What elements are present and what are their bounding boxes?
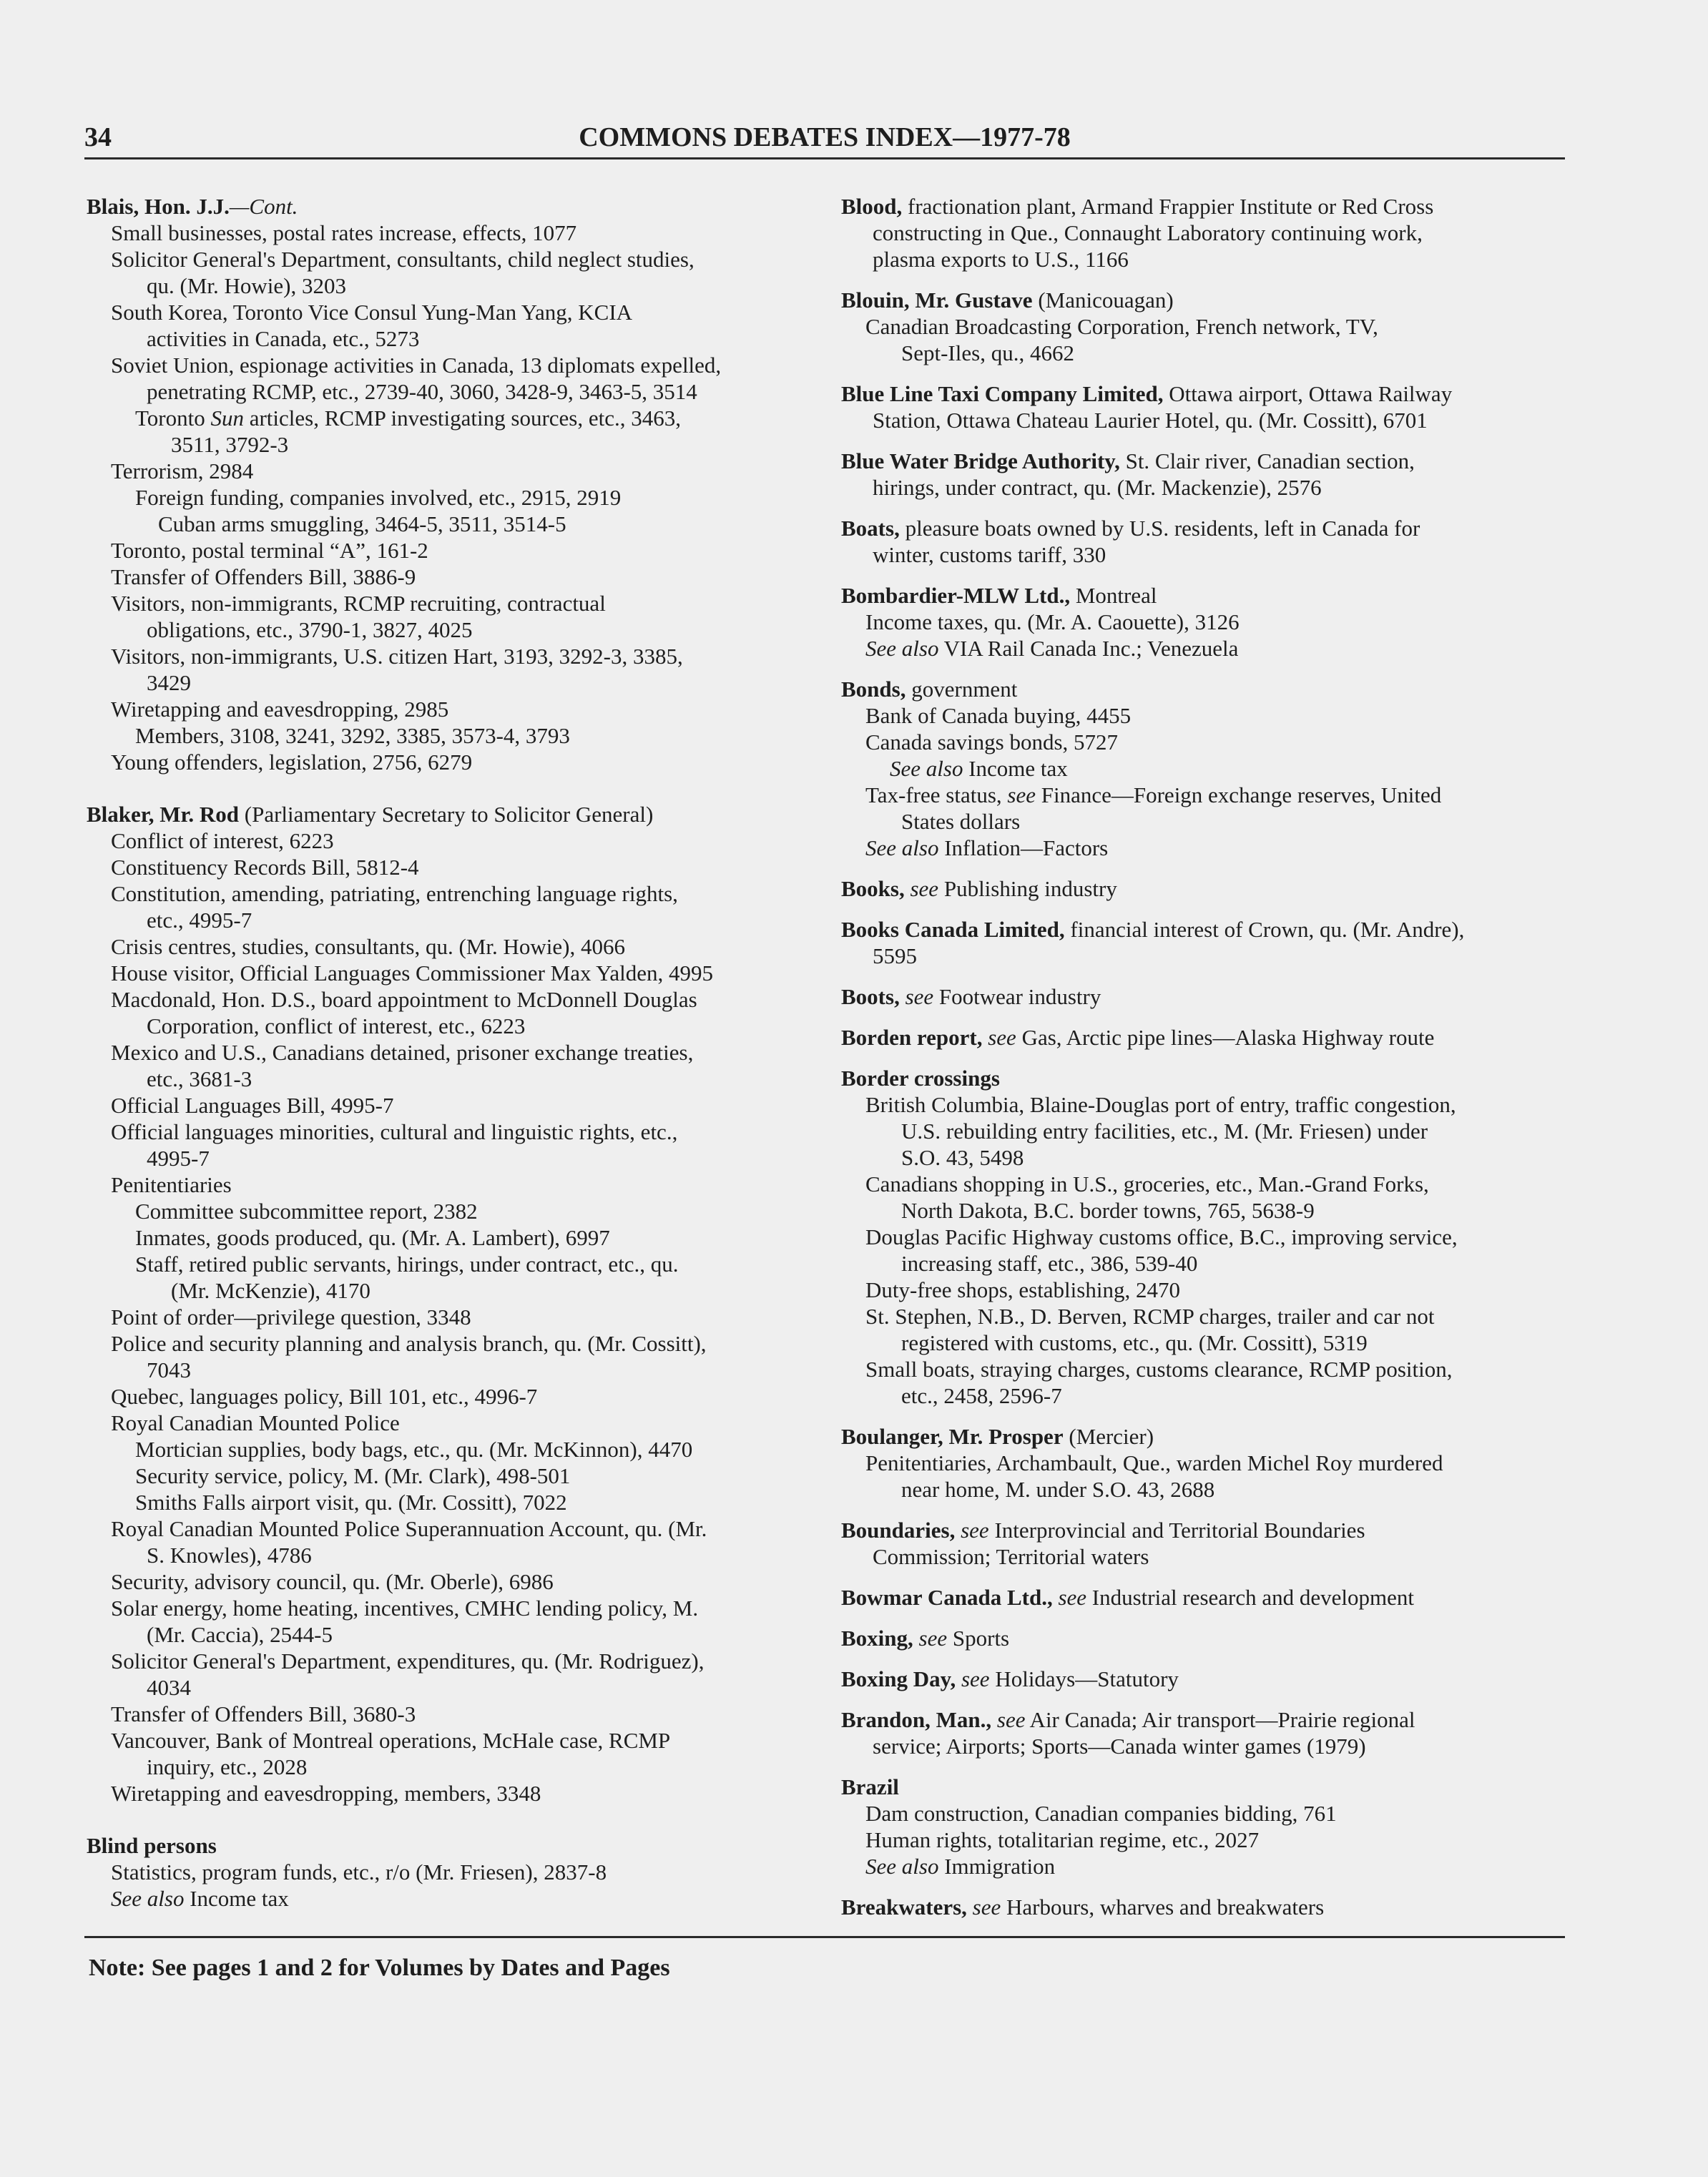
entry-heading: Blouin, Mr. Gustave <box>841 288 1033 313</box>
subsubsubentry: Cuban arms smuggling, 3464-5, 3511, 3514-5 <box>158 511 566 536</box>
subentry: Penitentiaries, Archambault, Que., warden Michel Roy murdered <box>865 1450 1443 1475</box>
entry-heading: Borden report, <box>841 1025 983 1050</box>
subentry: Official Languages Bill, 4995-7 <box>111 1093 394 1118</box>
subentry: Point of order—privilege question, 3348 <box>111 1304 471 1330</box>
subentry: Solar energy, home heating, incentives, CMHC lending policy, M. <box>111 1596 699 1621</box>
subentry-continuation: Corporation, conflict of interest, etc., 6223 <box>147 1013 526 1038</box>
subentry: Human rights, totalitarian regime, etc., 2027 <box>865 1827 1260 1852</box>
subentry: South Korea, Toronto Vice Consul Yung-Man Yang, KCIA <box>111 300 633 325</box>
subentry: Constituency Records Bill, 5812-4 <box>111 855 419 880</box>
subsubentry: Foreign funding, companies involved, etc., 2915, 2919 <box>135 485 622 510</box>
subentry-continuation: penetrating RCMP, etc., 2739-40, 3060, 3428-9, 3463-5, 3514 <box>147 379 697 404</box>
index-entry-breakwaters: Breakwaters, see Harbours, wharves and breakwaters <box>841 1895 1325 1920</box>
subentry-continuation: 3429 <box>147 670 191 695</box>
subentry: Conflict of interest, 6223 <box>111 828 334 853</box>
subentry-continuation: near home, M. under S.O. 43, 2688 <box>901 1477 1215 1502</box>
subentry-continuation: (Mr. Caccia), 2544-5 <box>147 1622 333 1647</box>
subsubentry: Inmates, goods produced, qu. (Mr. A. Lambert), 6997 <box>135 1225 610 1250</box>
entry-continuation: Commission; Territorial waters <box>873 1544 1149 1569</box>
subsubentry: Mortician supplies, body bags, etc., qu. (Mr. McKinnon), 4470 <box>135 1437 693 1462</box>
subentry-continuation: etc., 4995-7 <box>147 908 252 933</box>
subentry-continuation: 3511, 3792-3 <box>171 432 289 457</box>
entry-heading: Brazil <box>841 1774 899 1799</box>
subentry-continuation: Sept-Iles, qu., 4662 <box>901 340 1074 365</box>
index-entry-boats: Boats, pleasure boats owned by U.S. residents, left in Canada for winter, customs tariff, 330 <box>841 515 1571 568</box>
subentry-continuation: 4995-7 <box>147 1146 210 1171</box>
subentry: Mexico and U.S., Canadians detained, prisoner exchange treaties, <box>111 1040 694 1065</box>
subentry-continuation: States dollars <box>901 809 1021 834</box>
subentry: Income taxes, qu. (Mr. A. Caouette), 3126 <box>865 609 1240 634</box>
entry-continuation: constructing in Que., Connaught Laboratory continuing work, <box>873 220 1423 245</box>
index-entry-books: Books, see Publishing industry <box>841 876 1117 901</box>
page-number: 34 <box>84 122 112 152</box>
subentry: Crisis centres, studies, consultants, qu. (Mr. Howie), 4066 <box>111 934 625 959</box>
entry-heading: Blood, <box>841 194 903 219</box>
entry-continuation: winter, customs tariff, 330 <box>873 542 1106 567</box>
subentry: Solicitor General's Department, expenditures, qu. (Mr. Rodriguez), <box>111 1648 705 1674</box>
index-entry-blood: Blood, fractionation plant, Armand Frappier Institute or Red Cross constructing in Que., Connaught Laboratory continuing work, plasma exports to U.S., 1166 <box>841 193 1571 272</box>
footnote: Note: See pages 1 and 2 for Volumes by Dates and Pages <box>89 1955 670 1981</box>
subentry: Security, advisory council, qu. (Mr. Oberle), 6986 <box>111 1569 554 1594</box>
entry-continuation: plasma exports to U.S., 1166 <box>873 247 1129 272</box>
subentry: Soviet Union, espionage activities in Canada, 13 diplomats expelled, <box>111 353 722 378</box>
subentry-continuation: North Dakota, B.C. border towns, 765, 5638-9 <box>901 1198 1315 1223</box>
entry-heading: Boxing Day, <box>841 1666 956 1691</box>
index-entry-boxing: Boxing, see Sports <box>841 1626 1010 1651</box>
index-entry-blaker: Blaker, Mr. Rod (Parliamentary Secretary to Solicitor General) Conflict of interest, 6223 Constituency Records Bill, 5812-4 Constitution, amending, patriating, entrenching language rights, etc., 4995-7 Crisis centres, studies, consultants, qu. (Mr. Howie), 4066 House visitor, Official Languages Commissioner Max Yalden, 4995 Macdonald, Hon. D.S., board appointment to McDonnell Douglas Corporation, conflict of interest, etc., 6223 Mexico and U.S., Canadians detained, prisoner exchange treaties, etc., 3681-3 Official Languages Bill, 4995-7 Official languages minorities, cultural and linguistic rights, etc., 4995-7 Penitentiaries Committee subcommittee report, 2382 Inmates, goods produced, qu. (Mr. A. Lambert), 6997 Staff, retired public servants, hirings, under contract, etc., qu. (Mr. McKenzie), 4170 Point of order—privilege question, 3348 Police and security planning and analysis branch, qu. (Mr. Cossitt), 7043 Quebec, languages policy, Bill 101, etc., 4996-7 Royal Canadian Mounted Police Mortician supplies, body bags, etc., qu. (Mr. McKinnon), 4470 Security service, policy, M. (Mr. Clark), 498-501 Smiths Falls airport visit, qu. (Mr. Cossitt), 7022 Royal Canadian Mounted Police Superannuation Account, qu. (Mr. S. Knowles), 4786 Security, advisory council, qu. (Mr. Oberle), 6986 Solar energy, home heating, incentives, CMHC lending policy, M. (Mr. Caccia), 2544-5 Solicitor General's Department, expenditures, qu. (Mr. Rodriguez), 4034 Transfer of Offenders Bill, 3680-3 Vancouver, Bank of Montreal operations, McHale case, RCMP inquiry, etc., 2028 Wiretapping and eavesdropping, members, 3348 <box>87 801 809 1807</box>
right-column <box>841 193 1571 1935</box>
subentry-continuation: etc., 3681-3 <box>147 1066 252 1091</box>
entry-heading: Brandon, Man., <box>841 1707 992 1732</box>
entry-heading: Blind persons <box>87 1833 217 1858</box>
subentry: Douglas Pacific Highway customs office, B.C., improving service, <box>865 1224 1458 1249</box>
see-also-reference: See also Income tax <box>890 756 1068 781</box>
see-also-reference: See also Inflation—Factors <box>865 835 1109 860</box>
index-entry-blue-line-taxi: Blue Line Taxi Company Limited, Ottawa airport, Ottawa Railway Station, Ottawa Chateau Laurier Hotel, qu. (Mr. Cossitt), 6701 <box>841 380 1571 433</box>
entry-heading: Boats, <box>841 516 900 541</box>
subentry: Canada savings bonds, 5727 <box>865 729 1119 755</box>
subentry-continuation: etc., 2458, 2596-7 <box>901 1383 1062 1408</box>
entry-heading: Blais, Hon. J.J. <box>87 194 230 219</box>
subentry: Vancouver, Bank of Montreal operations, McHale case, RCMP <box>111 1728 671 1753</box>
subentry: Royal Canadian Mounted Police <box>111 1410 400 1435</box>
subsubentry: Committee subcommittee report, 2382 <box>135 1199 478 1224</box>
index-entry-border-crossings <box>841 1065 1571 1409</box>
entry-heading: Blue Water Bridge Authority, <box>841 448 1120 473</box>
subentry: Transfer of Offenders Bill, 3680-3 <box>111 1701 416 1726</box>
entry-heading: Books, <box>841 876 905 901</box>
index-entry-brandon: Brandon, Man., see Air Canada; Air transport—Prairie regional service; Airports; Sports—Canada winter games (1979) <box>841 1706 1571 1759</box>
index-entry-books-canada: Books Canada Limited, financial interest of Crown, qu. (Mr. Andre), 5595 <box>841 916 1571 969</box>
entry-heading: Boulanger, Mr. Prosper <box>841 1424 1064 1449</box>
see-also-reference: See also Income tax <box>111 1886 289 1911</box>
subentry-continuation: S.O. 43, 5498 <box>901 1145 1024 1170</box>
entry-heading: Border crossings <box>841 1066 1000 1091</box>
subsubentry: Smiths Falls airport visit, qu. (Mr. Cossitt), 7022 <box>135 1490 567 1515</box>
index-entry-blouin: Blouin, Mr. Gustave (Manicouagan) Canadian Broadcasting Corporation, French network, TV, Sept-Iles, qu., 4662 <box>841 287 1571 366</box>
subentry-continuation: 7043 <box>147 1357 191 1382</box>
subentry: Transfer of Offenders Bill, 3886-9 <box>111 564 416 589</box>
subentry: Constitution, amending, patriating, entrenching language rights, <box>111 881 678 906</box>
subentry: Young offenders, legislation, 2756, 6279 <box>111 750 473 775</box>
index-entry-borden-report: Borden report, see Gas, Arctic pipe lines—Alaska Highway route <box>841 1025 1435 1050</box>
entry-heading: Boots, <box>841 984 900 1009</box>
see-also-reference: See also Immigration <box>865 1854 1056 1879</box>
subentry: Royal Canadian Mounted Police Superannuation Account, qu. (Mr. <box>111 1516 707 1541</box>
subentry: Wiretapping and eavesdropping, 2985 <box>111 697 449 722</box>
subentry: House visitor, Official Languages Commissioner Max Yalden, 4995 <box>111 960 713 986</box>
subentry-continuation: U.S. rebuilding entry facilities, etc., M. (Mr. Friesen) under <box>901 1119 1428 1144</box>
running-title: COMMONS DEBATES INDEX—1977-78 <box>579 122 1071 152</box>
subentry-continuation: registered with customs, etc., qu. (Mr. Cossitt), 5319 <box>901 1330 1368 1355</box>
subentry: Toronto, postal terminal “A”, 161-2 <box>111 538 428 563</box>
entry-heading: Breakwaters, <box>841 1895 967 1920</box>
left-column <box>87 193 809 1926</box>
index-entry-brazil <box>841 1774 1571 1879</box>
subentry-continuation: qu. (Mr. Howie), 3203 <box>147 273 346 298</box>
subentry: Terrorism, 2984 <box>111 458 254 483</box>
subentry: Tax-free status, see Finance—Foreign exchange reserves, United <box>865 782 1442 807</box>
entry-continuation: service; Airports; Sports—Canada winter games (1979) <box>873 1734 1366 1759</box>
index-entry-blue-water-bridge: Blue Water Bridge Authority, St. Clair river, Canadian section, hirings, under contract, qu. (Mr. Mackenzie), 2576 <box>841 448 1571 501</box>
subentry: Penitentiaries <box>111 1172 232 1197</box>
subsubentry: Members, 3108, 3241, 3292, 3385, 3573-4, 3793 <box>135 723 570 748</box>
page-header <box>84 120 1565 159</box>
index-entry-boundaries: Boundaries, see Interprovincial and Territorial Boundaries Commission; Territorial waters <box>841 1517 1571 1570</box>
index-entry-boulanger: Boulanger, Mr. Prosper (Mercier) Penitentiaries, Archambault, Que., warden Michel Roy murdered near home, M. under S.O. 43, 2688 <box>841 1423 1571 1503</box>
index-entry-bonds: Bonds, government Bank of Canada buying, 4455 Canada savings bonds, 5727 See also Income tax Tax-free status, see Finance—Foreign exchange reserves, United States dollars See also Inflation—Factors <box>841 676 1571 861</box>
entry-heading: Blaker, Mr. Rod <box>87 802 240 827</box>
subentry-continuation: activities in Canada, etc., 5273 <box>147 326 420 351</box>
subentry: Wiretapping and eavesdropping, members, 3348 <box>111 1781 541 1806</box>
subsubentry: Staff, retired public servants, hirings, under contract, etc., qu. <box>135 1252 679 1277</box>
subentry: Visitors, non-immigrants, U.S. citizen Hart, 3193, 3292-3, 3385, <box>111 644 683 669</box>
subentry-continuation: 4034 <box>147 1675 191 1700</box>
subentry: Police and security planning and analysis branch, qu. (Mr. Cossitt), <box>111 1331 707 1356</box>
footer-rule <box>84 1936 1565 1938</box>
subentry: Canadians shopping in U.S., groceries, etc., Man.-Grand Forks, <box>865 1171 1429 1196</box>
entry-continuation: hirings, under contract, qu. (Mr. Mackenzie), 2576 <box>873 475 1322 500</box>
index-entry-bowmar: Bowmar Canada Ltd., see Industrial research and development <box>841 1585 1414 1610</box>
index-entry-bombardier: Bombardier-MLW Ltd., Montreal Income taxes, qu. (Mr. A. Caouette), 3126 See also VIA Rail Canada Inc.; Venezuela <box>841 582 1571 662</box>
subentry: Official languages minorities, cultural and linguistic rights, etc., <box>111 1119 678 1144</box>
subentry-continuation: (Mr. McKenzie), 4170 <box>171 1278 370 1303</box>
entry-continuation: Station, Ottawa Chateau Laurier Hotel, qu. (Mr. Cossitt), 6701 <box>873 408 1428 433</box>
subentry: Macdonald, Hon. D.S., board appointment to McDonnell Douglas <box>111 987 697 1012</box>
subentry: Small businesses, postal rates increase, effects, 1077 <box>111 220 577 245</box>
subentry-continuation: increasing staff, etc., 386, 539-40 <box>901 1251 1198 1276</box>
entry-heading: Boxing, <box>841 1626 913 1651</box>
entry-heading: Blue Line Taxi Company Limited, <box>841 381 1164 406</box>
subsubentry: Toronto Sun articles, RCMP investigating sources, etc., 3463, <box>135 406 681 431</box>
subentry: Canadian Broadcasting Corporation, French network, TV, <box>865 314 1378 339</box>
entry-heading: Bonds, <box>841 677 906 702</box>
index-entry-blais <box>87 193 809 775</box>
entry-continuation: 5595 <box>873 943 917 968</box>
subentry-continuation: inquiry, etc., 2028 <box>147 1754 308 1779</box>
subentry-continuation: obligations, etc., 3790-1, 3827, 4025 <box>147 617 473 642</box>
subsubentry: Security service, policy, M. (Mr. Clark), 498-501 <box>135 1463 571 1488</box>
subentry: St. Stephen, N.B., D. Berven, RCMP charges, trailer and car not <box>865 1304 1435 1329</box>
subentry: Small boats, straying charges, customs clearance, RCMP position, <box>865 1357 1453 1382</box>
subentry: Duty-free shops, establishing, 2470 <box>865 1277 1180 1302</box>
index-entry-blind-persons <box>87 1832 809 1912</box>
subentry: Solicitor General's Department, consultants, child neglect studies, <box>111 247 695 272</box>
subentry-continuation: S. Knowles), 4786 <box>147 1543 312 1568</box>
see-also-reference: See also VIA Rail Canada Inc.; Venezuela <box>865 636 1239 661</box>
entry-heading: Boundaries, <box>841 1518 956 1543</box>
subentry: Quebec, languages policy, Bill 101, etc., 4996-7 <box>111 1384 538 1409</box>
entry-heading: Books Canada Limited, <box>841 917 1065 942</box>
subentry: British Columbia, Blaine-Douglas port of entry, traffic congestion, <box>865 1092 1456 1117</box>
subentry: Bank of Canada buying, 4455 <box>865 703 1132 728</box>
subentry: Dam construction, Canadian companies bidding, 761 <box>865 1801 1337 1826</box>
entry-heading: Bombardier-MLW Ltd., <box>841 583 1071 608</box>
subentry: Statistics, program funds, etc., r/o (Mr. Friesen), 2837-8 <box>111 1859 607 1884</box>
subentry: Visitors, non-immigrants, RCMP recruiting, contractual <box>111 591 606 616</box>
index-entry-boxing-day: Boxing Day, see Holidays—Statutory <box>841 1666 1179 1691</box>
entry-continued: —Cont. <box>229 194 298 219</box>
index-entry-boots: Boots, see Footwear industry <box>841 984 1101 1009</box>
entry-heading: Bowmar Canada Ltd., <box>841 1585 1053 1610</box>
